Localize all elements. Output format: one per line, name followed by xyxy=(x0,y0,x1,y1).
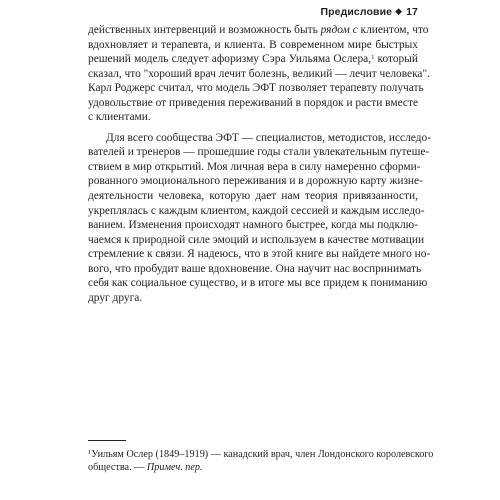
text-line: с клиентами. xyxy=(88,111,151,124)
text-line: решений модель следует афоризму Сэра Уильяма Ослера,$^1$ который xyxy=(88,53,418,66)
text-line: Карл Роджерс считал, что модель ЭФТ позволяет терапевту получать xyxy=(88,82,424,95)
text-line: вдохновляет и терапевта, и клиента. В современном мире быстрых xyxy=(88,38,418,51)
footnote-line: общества. — Примеч. пер. xyxy=(88,462,203,474)
text-line: стремление к связи. Я надеюсь, что в этой книге вы найдете много но- xyxy=(88,248,431,261)
section-title: Предисловие xyxy=(320,6,393,18)
diamond-separator-icon: ◆ xyxy=(395,6,403,16)
footnote-line: $^1$Уильям Ослер (1849–1919) — канадский врач, член Лондонского королевского xyxy=(88,449,434,460)
running-head xyxy=(321,6,418,18)
text-line: Для всего сообщества ЭФТ — специалистов, методистов, исследо- xyxy=(106,131,431,144)
footnote xyxy=(88,448,434,475)
paragraph-2 xyxy=(88,131,431,306)
text-line: сказал, что "хороший врач лечит болезнь, великий — лечит человека". xyxy=(88,67,430,80)
text-line: вателей и тренеров — прошедшие годы стали увлекательным путеше- xyxy=(88,146,430,159)
paragraph-1 xyxy=(88,23,430,125)
text-line: действенных интервенций и возможность быть рядом с клиентом, что xyxy=(88,24,429,36)
footnote-marker: 1 xyxy=(88,449,92,456)
page-number: 17 xyxy=(406,6,418,18)
text-line: рованного эмоционального переживания и в дорожную карту жизне- xyxy=(88,175,423,188)
footnote-reference: 1 xyxy=(371,54,375,62)
text-line: друг друга. xyxy=(88,291,143,304)
text-line: чаемся к природной силе эмоций и используем в качестве мотивации xyxy=(88,233,425,246)
text-line: удовольствие от приведения переживаний в порядок и расти вместе xyxy=(88,96,418,109)
text-line: вого, что пробудит ваше вдохновение. Она научит нас воспринимать xyxy=(88,262,422,275)
text-line: ствием в мир открытий. Моя личная вера в силу намеренно сформи- xyxy=(88,160,421,173)
text-line: деятельности человека, которую дает нам теория привязанности, xyxy=(88,190,418,203)
text-line: себя как социальное существо, и в итоге мы все придем к пониманию xyxy=(88,277,428,290)
main-text xyxy=(88,23,431,305)
footnote-divider xyxy=(88,440,126,441)
text-line: укреплялась с каждым клиентом, каждой сессией и каждым исследо- xyxy=(88,204,425,217)
text-line: ванием. Изменения происходят намного быстрее, когда мы подклю- xyxy=(88,219,418,232)
